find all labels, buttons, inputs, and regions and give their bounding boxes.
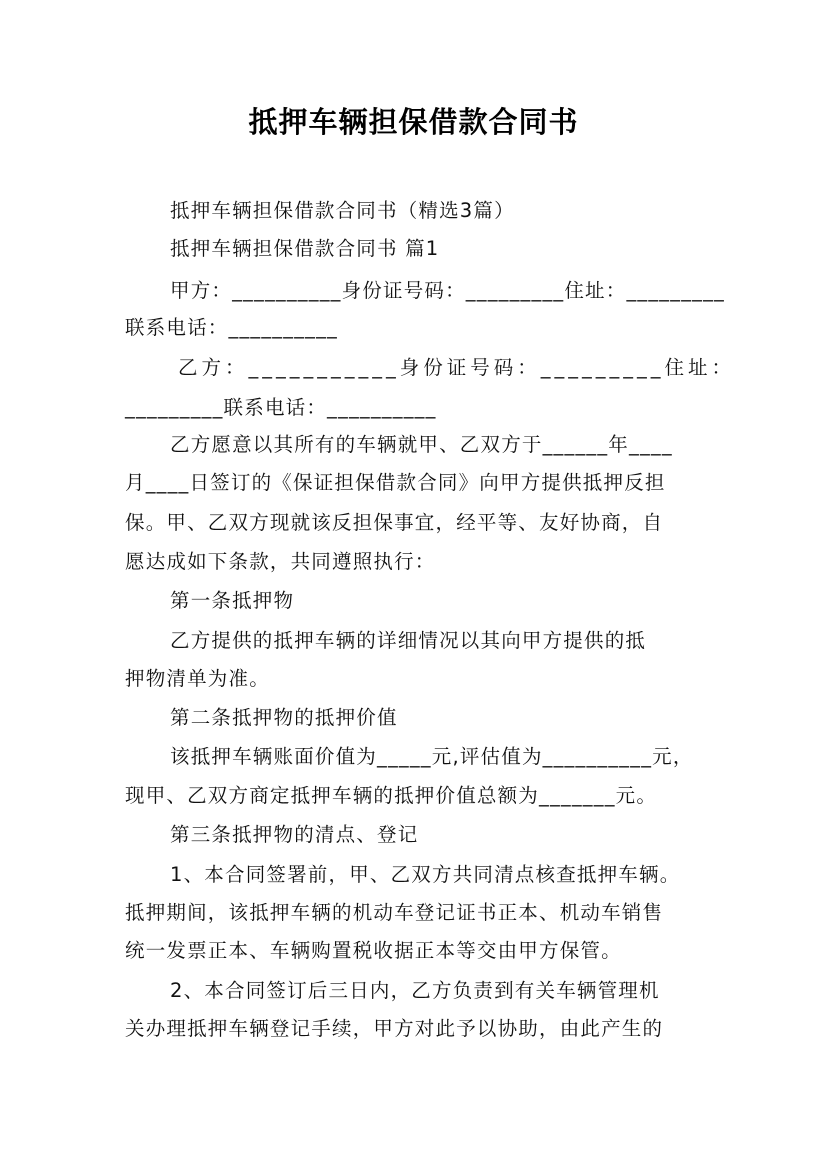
paragraph-line: 现甲、乙双方商定抵押车辆的抵押价值总额为_______元。 — [125, 784, 658, 807]
party-b-line: 乙方：___________身份证号码：_________住址： — [178, 356, 736, 379]
paragraph-line: 抵押期间，该抵押车辆的机动车登记证书正本、机动车销售 — [125, 901, 664, 924]
paragraph-line: 1、本合同签署前，甲、乙双方共同清点核查抵押车辆。 — [170, 863, 681, 886]
article-heading: 第一条抵押物 — [170, 589, 295, 612]
paragraph-line: 该抵押车辆账面价值为_____元,评估值为__________元， — [170, 745, 694, 768]
document-title: 抵押车辆担保借款合同书 — [248, 105, 579, 139]
subtitle-line: 抵押车辆担保借款合同书（精选3篇） — [170, 199, 515, 222]
section-heading: 抵押车辆担保借款合同书 篇1 — [170, 237, 440, 260]
article-heading: 第三条抵押物的清点、登记 — [170, 823, 419, 846]
paragraph-line: 愿达成如下条款，共同遵照执行： — [125, 550, 436, 573]
party-b-phone-line: _________联系电话：__________ — [125, 396, 437, 419]
paragraph-line: 月____日签订的《保证担保借款合同》向甲方提供抵押反担 — [125, 471, 666, 494]
article-heading: 第二条抵押物的抵押价值 — [170, 706, 398, 729]
paragraph-line: 押物清单为准。 — [125, 667, 270, 690]
party-a-phone-line: 联系电话：__________ — [125, 316, 339, 339]
paragraph-line: 乙方愿意以其所有的车辆就甲、乙双方于______年____ — [170, 433, 673, 456]
paragraph-line: 统一发票正本、车辆购置税收据正本等交由甲方保管。 — [125, 939, 622, 962]
paragraph-line: 乙方提供的抵押车辆的详细情况以其向甲方提供的抵 — [170, 629, 647, 652]
paragraph-line: 保。甲、乙双方现就该反担保事宜，经平等、友好协商，自 — [125, 511, 664, 534]
paragraph-line: 2、本合同签订后三日内，乙方负责到有关车辆管理机 — [170, 979, 660, 1002]
party-a-line: 甲方：__________身份证号码：_________住址：_________ — [170, 279, 726, 302]
paragraph-line: 关办理抵押车辆登记手续，甲方对此予以协助，由此产生的 — [125, 1017, 664, 1040]
